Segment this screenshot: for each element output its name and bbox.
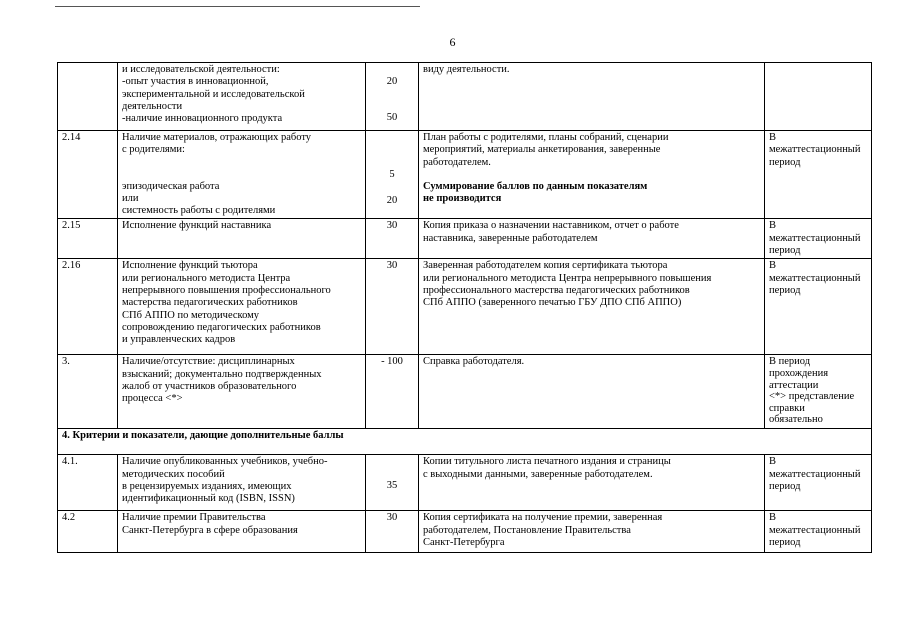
table-row xyxy=(58,63,872,131)
documents-line: Справка работодателя. xyxy=(423,356,525,368)
note-cell xyxy=(765,131,872,219)
criteria-line: деятельности xyxy=(122,100,183,112)
documents-line: наставника, заверенные работодателем xyxy=(423,232,598,244)
note-line: В xyxy=(769,456,777,468)
documents-line: План работы с родителями, планы собраний, сценарии xyxy=(423,132,669,143)
documents-line: работодателем, Постановление Правительства xyxy=(423,524,631,536)
note-line: прохождения xyxy=(769,367,829,379)
criteria-cell xyxy=(118,355,366,429)
criteria-line: -наличие инновационного продукта xyxy=(122,113,283,125)
documents-line: профессионального мастерства педагогических работников xyxy=(423,284,690,296)
points-cell xyxy=(366,355,419,429)
criteria-line: непрерывного повышения профессионального xyxy=(122,284,331,296)
criteria-cell xyxy=(118,511,366,553)
criteria-line: Исполнение функций тьютора xyxy=(122,260,258,272)
row-number: 2.16 xyxy=(58,259,118,355)
section-header-row xyxy=(58,429,872,455)
section-title: 4. Критерии и показатели, дающие дополнительные баллы xyxy=(58,429,872,455)
row-number: 2.15 xyxy=(58,219,118,259)
points-cell xyxy=(366,455,419,511)
criteria-line: эпизодическая работа xyxy=(122,180,220,192)
points-cell xyxy=(366,63,419,131)
documents-cell xyxy=(419,455,765,511)
documents-line: с выходными данными, заверенные работодателем. xyxy=(423,468,653,480)
points-value: 30 xyxy=(386,220,398,232)
note-line: межаттестационный xyxy=(769,232,861,244)
note-line: межаттестационный xyxy=(769,468,861,480)
criteria-line: Санкт-Петербурга в сфере образования xyxy=(122,524,298,536)
note-line: В xyxy=(769,220,777,232)
row-number: 3. xyxy=(58,355,118,429)
criteria-line: методических пособий xyxy=(122,468,225,480)
criteria-line: и исследовательской деятельности: xyxy=(122,64,280,75)
documents-cell xyxy=(419,259,765,355)
points-cell xyxy=(366,259,419,355)
criteria-cell xyxy=(118,131,366,219)
documents-line: Копия приказа о назначении наставником, отчет о работе xyxy=(423,220,679,232)
documents-line: виду деятельности. xyxy=(423,64,510,75)
criteria-line: сопровождению педагогических работников xyxy=(122,321,321,333)
note-line: В xyxy=(769,260,777,272)
criteria-cell xyxy=(118,219,366,259)
documents-line: мероприятий, материалы анкетирования, заверенные xyxy=(423,144,661,156)
criteria-line: -опыт участия в инновационной, xyxy=(122,76,269,88)
points-value: 20 xyxy=(386,76,398,87)
criteria-line: в рецензируемых изданиях, имеющих xyxy=(122,480,292,492)
note-line: период xyxy=(769,480,801,492)
documents-line: Копии титульного листа печатного издания и страницы xyxy=(423,456,671,468)
points-value: 20 xyxy=(386,195,398,207)
note-cell xyxy=(765,511,872,553)
criteria-line: и управленческих кадров xyxy=(122,334,236,346)
documents-line: Санкт-Петербурга xyxy=(423,536,505,548)
row-number: 2.14 xyxy=(58,131,118,219)
note-cell xyxy=(765,455,872,511)
documents-cell xyxy=(419,355,765,429)
criteria-line: системность работы с родителями xyxy=(122,205,276,217)
criteria-table xyxy=(57,62,872,553)
table-row xyxy=(58,259,872,355)
criteria-line: СПб АППО по методическому xyxy=(122,309,260,321)
criteria-line: Наличие премии Правительства xyxy=(122,512,266,524)
note-cell xyxy=(765,63,872,131)
row-number: 4.2 xyxy=(58,511,118,553)
note-line: обязательно xyxy=(769,414,823,426)
documents-line: Заверенная работодателем копия сертификата тьютора xyxy=(423,260,668,272)
criteria-cell xyxy=(118,63,366,131)
points-value: 5 xyxy=(389,169,395,180)
criteria-cell xyxy=(118,455,366,511)
documents-line: работодателем. xyxy=(423,156,491,168)
criteria-line: или xyxy=(122,192,139,204)
points-value: 30 xyxy=(386,512,398,524)
documents-cell xyxy=(419,63,765,131)
note-cell xyxy=(765,355,872,429)
criteria-line: мастерства педагогических работников xyxy=(122,297,298,309)
row-number: 4.1. xyxy=(58,455,118,511)
documents-cell xyxy=(419,511,765,553)
note-line: период xyxy=(769,536,801,548)
note-line: В xyxy=(769,512,777,524)
criteria-line: жалоб от участников образовательного xyxy=(122,380,297,392)
note-line: справки xyxy=(769,402,805,414)
criteria-line: Наличие материалов, отражающих работу xyxy=(122,132,312,143)
points-value: 50 xyxy=(386,112,398,124)
criteria-line: идентификационный код (ISBN, ISSN) xyxy=(122,493,295,505)
documents-cell xyxy=(419,131,765,219)
documents-line: Копия сертификата на получение премии, заверенная xyxy=(423,512,663,524)
note-cell xyxy=(765,259,872,355)
points-cell xyxy=(366,131,419,219)
documents-line: или регионального методиста Центра непрерывного повышения xyxy=(423,272,712,284)
note-line: <*> представление xyxy=(769,391,855,403)
table-row xyxy=(58,455,872,511)
note-line: аттестации xyxy=(769,379,819,391)
header-rule xyxy=(55,6,420,7)
note-line: межаттестационный xyxy=(769,272,861,284)
points-value: 30 xyxy=(386,260,398,272)
note-line: В xyxy=(769,132,777,143)
note-line: период xyxy=(769,156,801,168)
criteria-line: Наличие/отсутствие: дисциплинарных xyxy=(122,356,295,368)
points-cell xyxy=(366,219,419,259)
criteria-line: с родителями: xyxy=(122,144,185,156)
documents-line: СПб АППО (заверенного печатью ГБУ ДПО СПб АППО) xyxy=(423,297,682,309)
note-line: В период xyxy=(769,356,811,368)
criteria-line: взысканий; документально подтвержденных xyxy=(122,368,322,380)
documents-note-bold: Суммирование баллов по данным показателям xyxy=(423,180,648,192)
points-value: 35 xyxy=(386,480,398,492)
points-value: - 100 xyxy=(381,356,403,368)
note-line: межаттестационный xyxy=(769,524,861,536)
criteria-line: экспериментальной и исследовательской xyxy=(122,88,305,100)
documents-note-bold: не производится xyxy=(423,193,502,205)
table-row xyxy=(58,131,872,219)
documents-cell xyxy=(419,219,765,259)
table-row xyxy=(58,511,872,553)
note-cell xyxy=(765,219,872,259)
table-row xyxy=(58,219,872,259)
note-line: межаттестационный xyxy=(769,144,861,156)
row-number xyxy=(58,63,118,131)
note-line: период xyxy=(769,245,801,257)
page-number: 6 xyxy=(449,35,456,49)
criteria-line: процесса <*> xyxy=(122,393,183,405)
criteria-line: Исполнение функций наставника xyxy=(122,220,272,232)
criteria-line: или регионального методиста Центра xyxy=(122,272,291,284)
table-row xyxy=(58,355,872,429)
criteria-line: Наличие опубликованных учебников, учебно- xyxy=(122,456,328,468)
criteria-cell xyxy=(118,259,366,355)
points-cell xyxy=(366,511,419,553)
note-line: период xyxy=(769,284,801,296)
